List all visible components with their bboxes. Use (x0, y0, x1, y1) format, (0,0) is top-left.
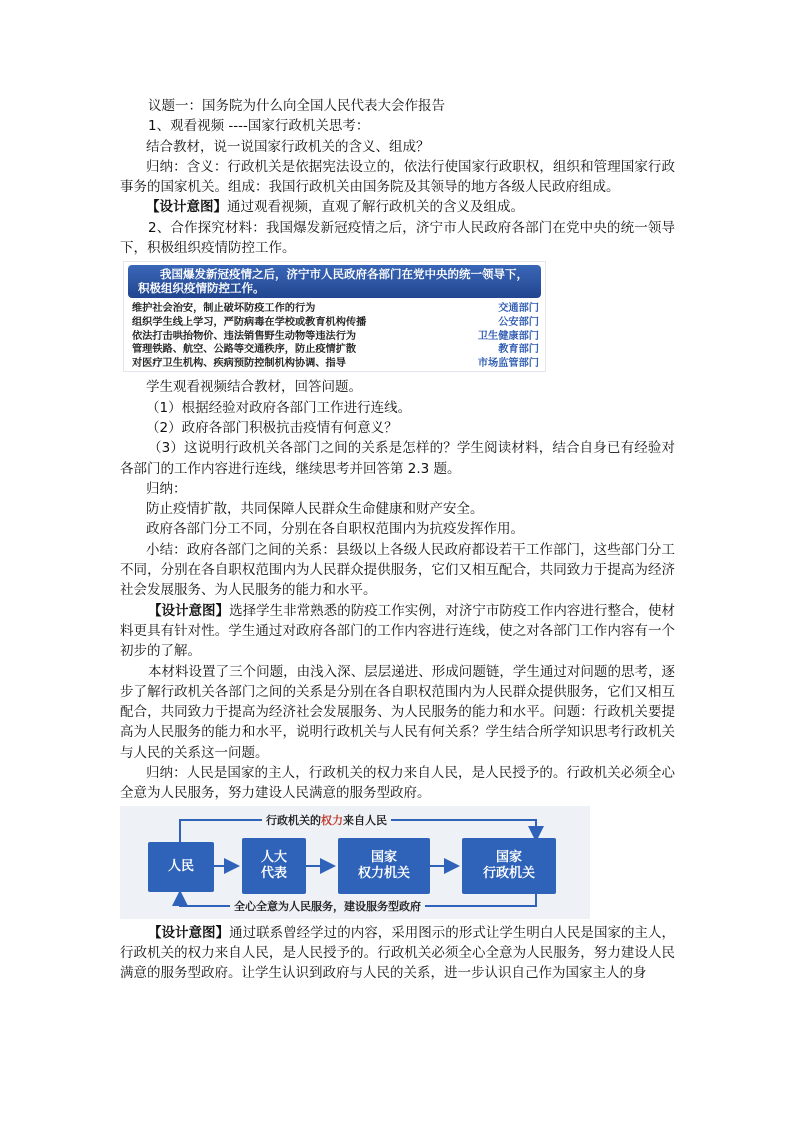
design-intent-2: 【设计意图】选择学生非常熟悉的防疫工作实例，对济宁市防疫工作内容进行整合，使材料更具有针对性。学生通过对政府各部门的工作内容进行连线，使之对各部门工作内容有一个初步的了解。 (120, 602, 676, 660)
epidemic-departments-image (123, 261, 546, 372)
design-intent-1: 【设计意图】通过观看视频，直观了解行政机关的含义及组成。 (146, 199, 524, 216)
node-state-power-organ: 国家 权力机关 (338, 838, 430, 894)
activity-2: 2、合作探究材料：我国爆发新冠疫情之后，济宁市人民政府各部门在党中央的统一领导下，积极组织疫情防控工作。 (120, 219, 675, 257)
activity-1: 1、观看视频 ----国家行政机关思考： (148, 118, 370, 135)
duty-row: 依法打击哄抬物价、违法销售野生动物等违法行为 卫生健康部门 (132, 330, 539, 342)
duty-row: 组织学生线上学习，严防病毒在学校或教育机构传播 公安部门 (132, 316, 539, 328)
question-2: （2）政府各部门积极抗击疫情有何意义？ (146, 419, 398, 436)
top-caption: 行政机关的权力来自人民 (262, 812, 391, 828)
summary-definition: 归纳：含义：行政机关是依据宪法设立的，依法行使国家行政职权，组织和管理国家行政事务的国家机关。组成：我国行政机关由国务院及其领导的地方各级人民政府组成。 (120, 158, 675, 196)
power-flow-diagram (120, 806, 590, 919)
duty-list (132, 302, 539, 370)
design-intent-tag: 【设计意图】 (148, 924, 230, 941)
node-state-admin-organ: 国家 行政机关 (462, 838, 556, 894)
summary-relation: 归纳：人民是国家的主人，行政机关的权力来自人民，是人民授予的。行政机关必须全心全意为人民服务，努力建设人民满意的服务型政府。 (120, 765, 675, 802)
design-intent-tag: 【设计意图】 (148, 602, 230, 619)
conclusion: 小结：政府各部门之间的关系：县级以上各级人民政府都设若干工作部门，这些部门分工不同，分别在各自职权范围内为人民群众提供服务，它们又相互配合，共同致力于提高为经济社会发展服务、为人民服务的能力和水平。 (120, 541, 675, 599)
question-3: （3）这说明行政机关各部门之间的关系是怎样的？学生阅读材料，结合自身已有经验对各部门的工作内容进行连线，继续思考并回答第 2.3 题。 (120, 440, 675, 477)
node-npc-deputies: 人大 代表 (242, 838, 306, 894)
summary-point-2: 政府各部门分工不同，分别在各自职权范围内为抗疫发挥作用。 (146, 521, 524, 538)
design-intent-tag: 【设计意图】 (146, 199, 227, 216)
duty-row: 维护社会治安，制止破坏防疫工作的行为 交通部门 (132, 303, 539, 315)
image-banner: 我国爆发新冠疫情之后，济宁市人民政府各部门在党中央的统一领导下，积极组织疫情防控工作。 (128, 265, 541, 298)
document-page (120, 96, 675, 984)
question-text: 结合教材，说一说国家行政机关的含义、组成？ (146, 138, 430, 155)
design-intent-3: 【设计意图】通过联系曾经学过的内容，采用图示的形式让学生明白人民是国家的主人，行政机关的权力来自人民，是人民授予的。行政机关必须全心全意为人民服务，努力建设人民满意的服务型政府。让学生认识到政府与人民的关系，进一步认识自己作为国家主人的身 (120, 924, 676, 982)
question-1: （1）根据经验对政府各部门工作进行连线。 (146, 399, 412, 416)
summary-point-1: 防止疫情扩散，共同保障人民群众生命健康和财产安全。 (146, 501, 484, 518)
student-activity: 学生观看视频结合教材，回答问题。 (146, 379, 362, 396)
duty-row: 管理铁路、航空、公路等交通秩序，防止疫情扩散 教育部门 (132, 344, 539, 356)
material-analysis: 本材料设置了三个问题，由浅入深、层层递进、形成问题链，学生通过对问题的思考，逐步了解行政机关各部门之间的关系是分别在各自职权范围内为人民群众提供服务，它们又相互配合，共同致力于提高为经济社会发展服务、为人民服务的能力和水平。问题：行政机关要提高为人民服务的能力和水平，说明行政机关与人民有何关系？学生结合所学知识思考行政机关与人民的关系这一问题。 (120, 663, 675, 761)
topic-heading: 议题一：国务院为什么向全国人民代表大会作报告 (148, 98, 445, 114)
node-people: 人民 (148, 842, 214, 892)
summary-label: 归纳： (146, 480, 187, 497)
bottom-caption: 全心全意为人民服务，建设服务型政府 (230, 898, 425, 914)
duty-row: 对医疗卫生机构、疾病预防控制机构协调、指导 市场监管部门 (132, 357, 539, 369)
